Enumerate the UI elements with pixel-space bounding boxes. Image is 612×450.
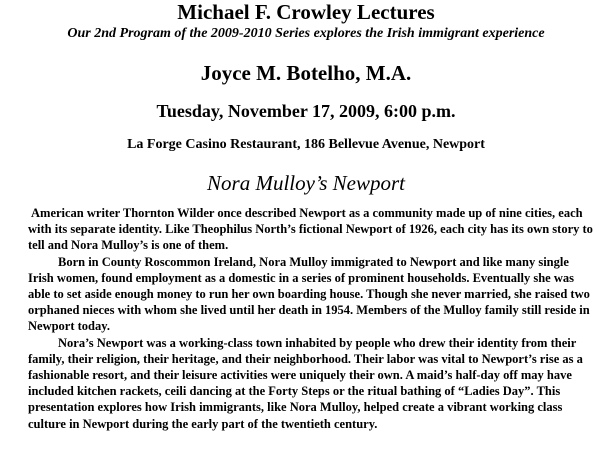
description-body xyxy=(28,205,596,432)
event-datetime: Tuesday, November 17, 2009, 6:00 p.m. xyxy=(156,101,456,121)
event-venue: La Forge Casino Restaurant, 186 Bellevue Avenue, Newport xyxy=(127,137,485,152)
series-subtitle: Our 2nd Program of the 2009-2010 Series explores the Irish immigrant experience xyxy=(67,26,545,41)
description-paragraph: Nora’s Newport was a working-class town inhabited by people who drew their identity from their family, their religion, their heritage, and their neighborhood. Their labor was vital to Newport’s rise as a fashionable resort, and their leisure activities were uniquely their own. A maid’s half-day off may have included kitchen rackets, ceili dancing at the Forty Steps or the ritual bathing of “Ladies Day”. This presentation explores how Irish immigrants, like Nora Mulloy, helped create a vibrant working class culture in Newport during the early part of the twentieth century. xyxy=(28,335,583,431)
description-paragraph: Born in County Roscommon Ireland, Nora Mulloy immigrated to Newport and like many single Irish women, found employment as a domestic in a series of prominent households. Eventually she was able to set aside enough money to run her own boarding house. Though she never married, she raised two orphaned nieces with whom she lived until her death in 1954. Members of the Mulloy family still reside in Newport today. xyxy=(28,254,590,334)
speaker-name: Joyce M. Botelho, M.A. xyxy=(200,61,412,85)
description-paragraph: American writer Thornton Wilder once described Newport as a community made up of nine cities, each with its separate identity. Like Theophilus North’s fictional Newport of 1926, each city has its own story to tell and Nora Mulloy’s is one of them. xyxy=(28,206,593,253)
series-title: Michael F. Crowley Lectures xyxy=(177,0,435,24)
talk-title: Nora Mulloy’s Newport xyxy=(207,171,405,195)
